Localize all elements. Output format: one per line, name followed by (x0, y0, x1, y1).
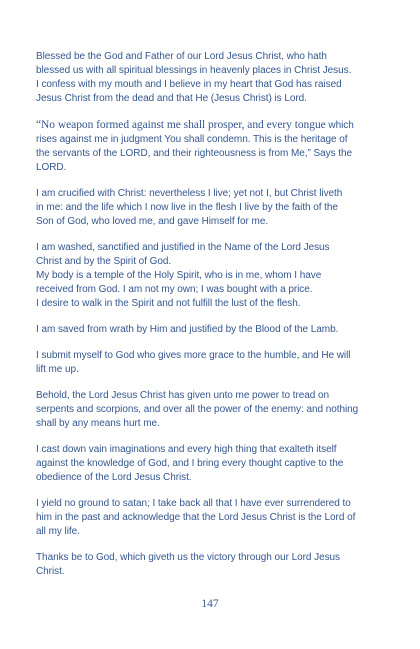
text-line: Christ. (36, 566, 65, 577)
text-line: LORD. (36, 162, 67, 173)
text-line: rises against me in judgment You shall condemn. This is the heritage of (36, 134, 348, 145)
text-line: obedience of the Lord Jesus Christ. (36, 472, 192, 483)
page-body (36, 50, 386, 591)
text-line: in me: and the life which I now live in the flesh I live by the faith of the (36, 202, 338, 213)
text-line: all my life. (36, 526, 80, 537)
paragraph-no-weapon (36, 118, 386, 175)
paragraph-saved (36, 323, 386, 337)
text-line: I confess with my mouth and I believe in my heart that God has raised (36, 79, 342, 90)
text-line: I am washed, sanctified and justified in the Name of the Lord Jesus (36, 242, 330, 253)
quote-lead-tail: which (325, 120, 354, 131)
text-line: him in the past and acknowledge that the Lord Jesus Christ is the Lord of (36, 512, 356, 523)
text-line: I am saved from wrath by Him and justified by the Blood of the Lamb. (36, 324, 339, 335)
text-line (36, 118, 386, 133)
text-line: Son of God, who loved me, and gave Himself for me. (36, 216, 269, 227)
text-line: serpents and scorpions, and over all the power of the enemy: and nothing (36, 404, 359, 415)
text-line: My body is a temple of the Holy Spirit, who is in me, whom I have (36, 270, 322, 281)
paragraph-washed (36, 241, 386, 311)
text-line: Christ and by the Spirit of God. (36, 256, 172, 267)
text-line: I am crucified with Christ: nevertheless I live; yet not I, but Christ liveth (36, 188, 343, 199)
page-number: 147 (201, 598, 219, 610)
quote-lead-text: “No weapon formed against me shall prosper, and every tongue (36, 119, 326, 131)
paragraph-thanks (36, 551, 386, 579)
text-line: against the knowledge of God, and I bring every thought captive to the (36, 458, 344, 469)
text-line: lift me up. (36, 364, 79, 375)
text-line: blessed us with all spiritual blessings in heavenly places in Christ Jesus. (36, 65, 352, 76)
text-line: received from God. I am not my own; I was bought with a price. (36, 284, 313, 295)
text-line: the servants of the LORD, and their righteousness is from Me,” Says the (36, 148, 353, 159)
paragraph-submit (36, 349, 386, 377)
text-line: Behold, the Lord Jesus Christ has given unto me power to tread on (36, 390, 330, 401)
text-line: Blessed be the God and Father of our Lord Jesus Christ, who hath (36, 51, 327, 62)
text-line: Thanks be to God, which giveth us the victory through our Lord Jesus (36, 552, 340, 563)
text-line: Jesus Christ from the dead and that He (Jesus Christ) is Lord. (36, 93, 307, 104)
paragraph-cast-down (36, 443, 386, 485)
text-line: I submit myself to God who gives more grace to the humble, and He will (36, 350, 351, 361)
paragraph-blessed (36, 50, 386, 106)
text-line: shall by any means hurt me. (36, 418, 160, 429)
text-line: I cast down vain imaginations and every high thing that exalteth itself (36, 444, 337, 455)
paragraph-crucified (36, 187, 386, 229)
text-line: I yield no ground to satan; I take back all that I have ever surrendered to (36, 498, 351, 509)
paragraph-yield (36, 497, 386, 539)
paragraph-behold (36, 389, 386, 431)
text-line: I desire to walk in the Spirit and not fulfill the lust of the flesh. (36, 298, 301, 309)
